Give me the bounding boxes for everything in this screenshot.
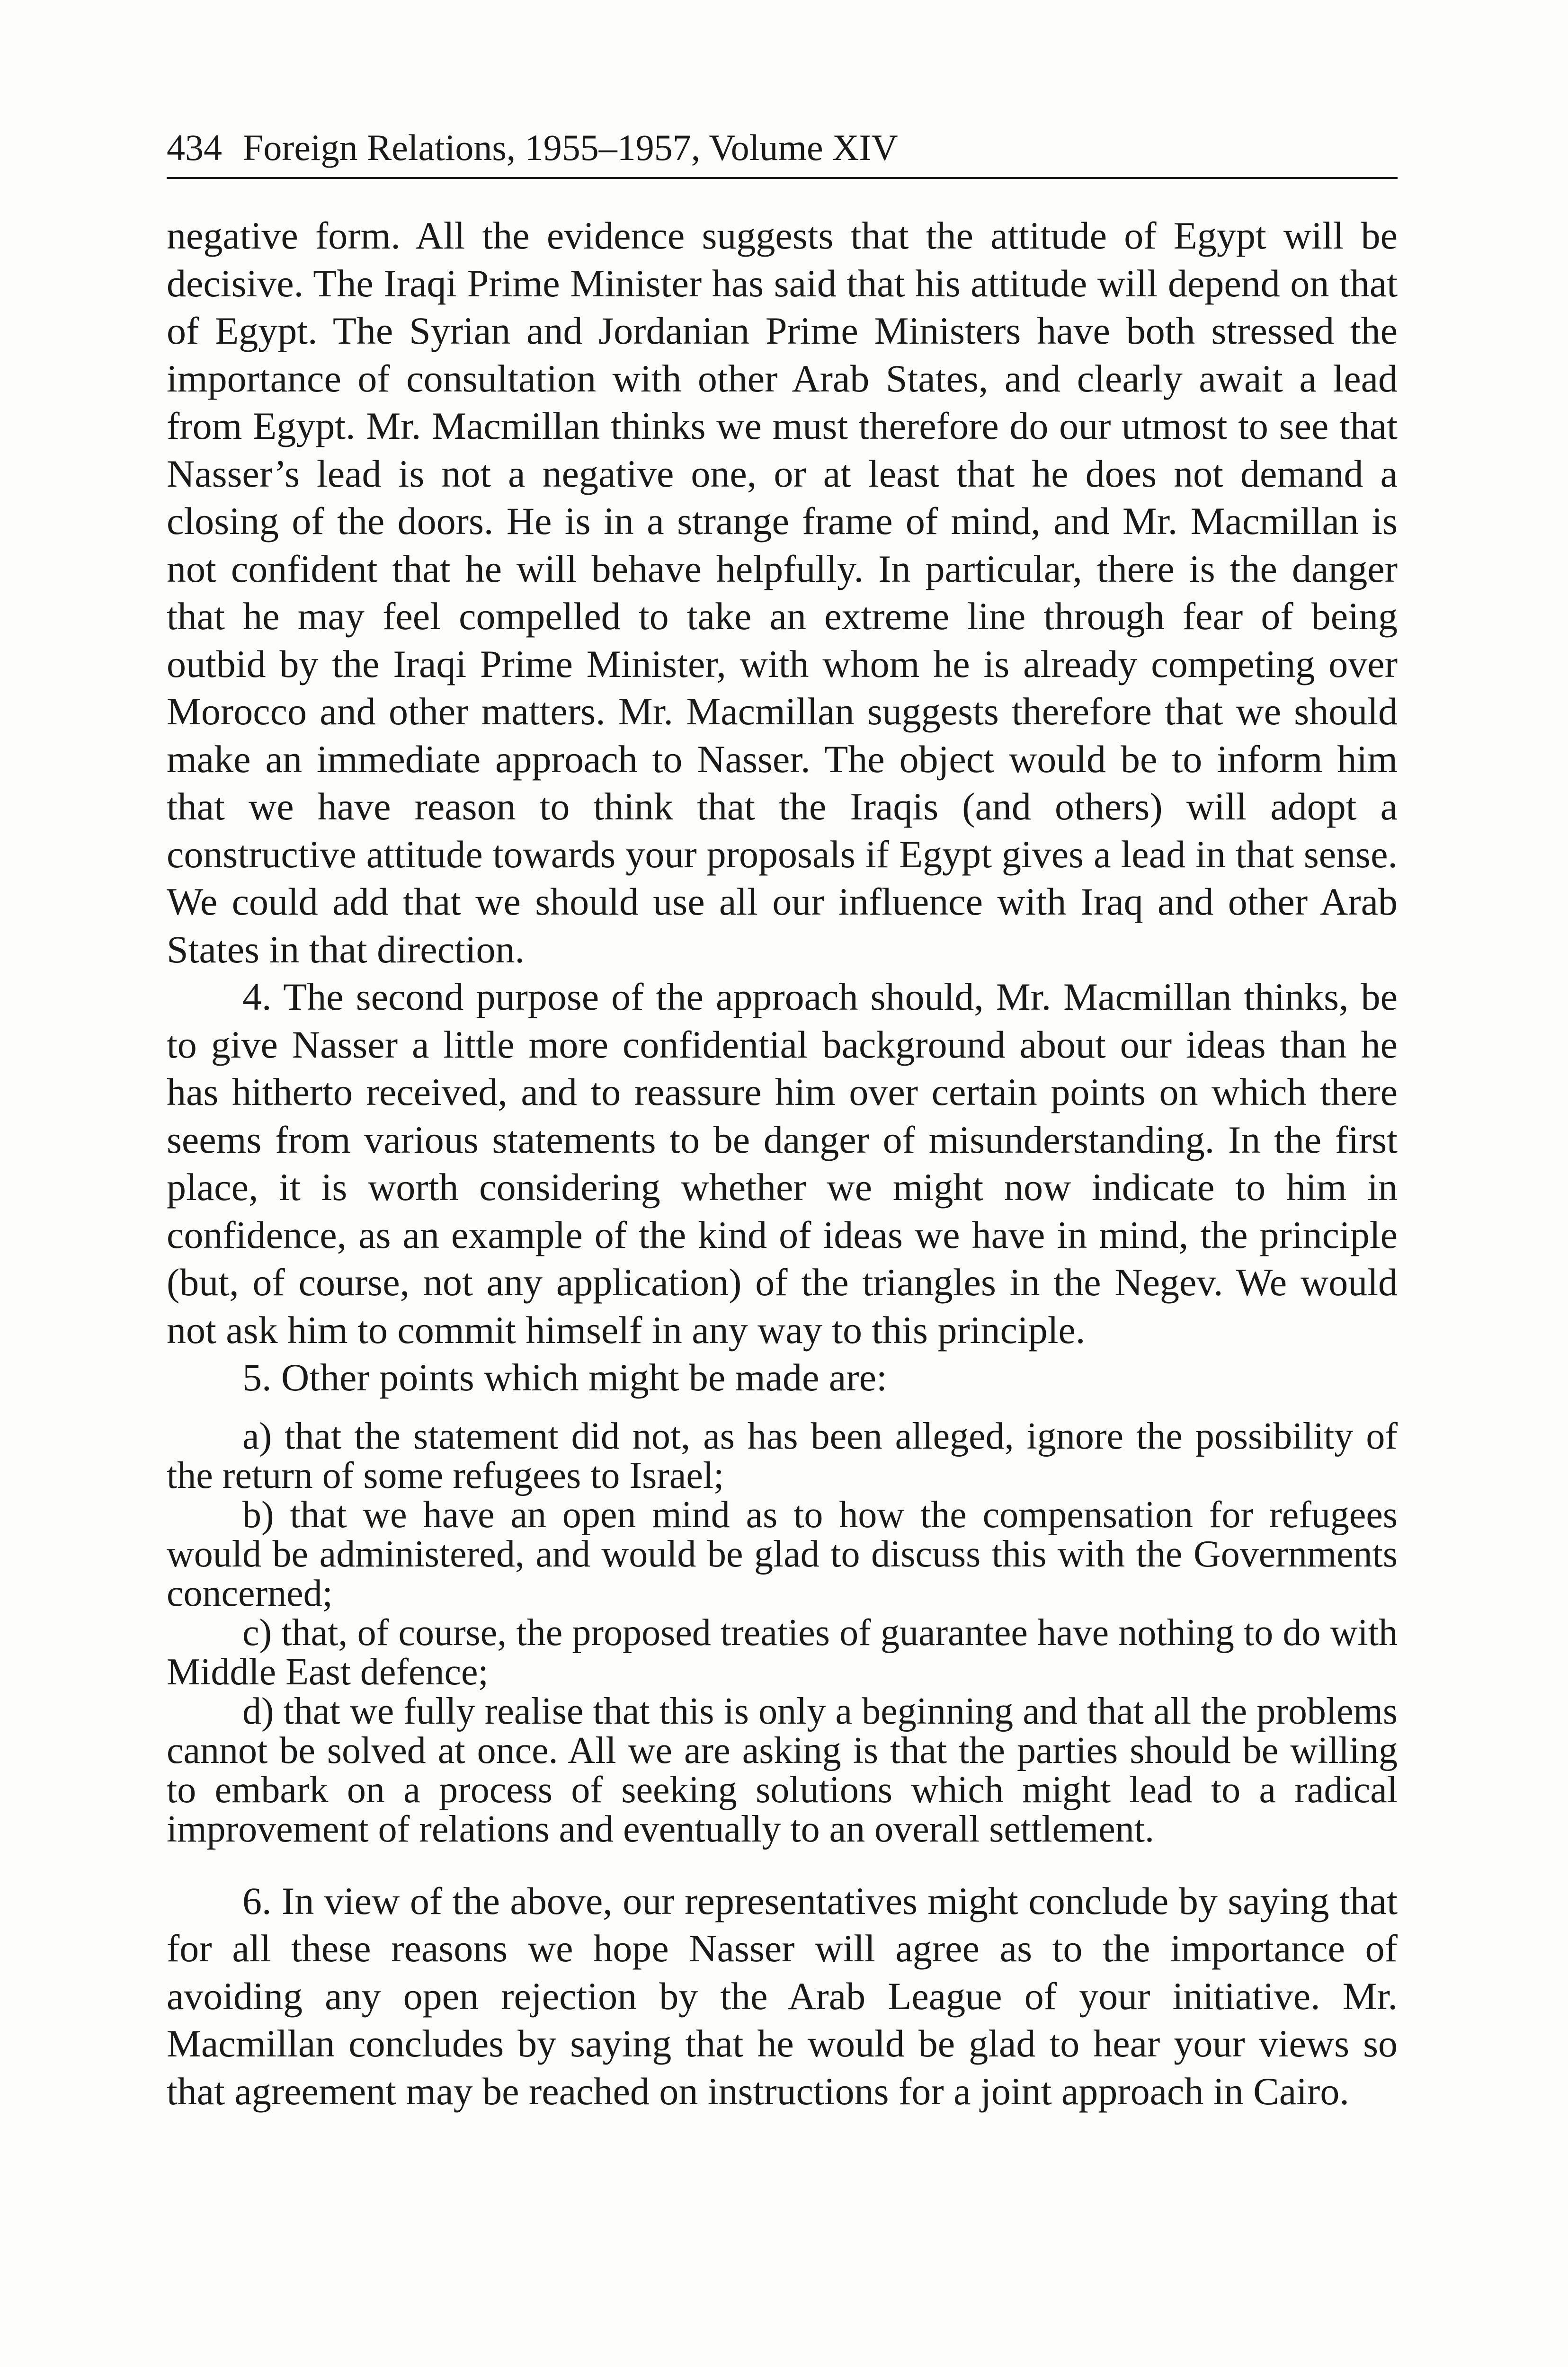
paragraph-5: 5. Other points which might be made are: bbox=[242, 1356, 887, 1399]
list-item-b: b) that we have an open mind as to how the compensation for refugees would be administered, and would be glad to discuss this with the Governments concerned; bbox=[167, 1494, 1398, 1614]
header-title: Foreign Relations, 1955–1957, Volume XIV bbox=[243, 127, 898, 168]
list-item-c: c) that, of course, the proposed treaties of guarantee have nothing to do with Middle East defence; bbox=[167, 1611, 1398, 1693]
paragraph-4: 4. The second purpose of the approach should, Mr. Macmillan thinks, be to give Nasser a little more confidential background about our ideas than he has hitherto received, and to reassure him over certain points on which there seems from various statements to be danger of misunderstanding. In the first place, it is worth considering whether we might now indicate to him in confidence, as an example of the kind of ideas we have in mind, the principle (but, of course, not any application) of the triangles in the Negev. We would not ask him to commit himself in any way to this principle. bbox=[167, 975, 1398, 1352]
list-item-a: a) that the statement did not, as has been alleged, ignore the possibility of the return of some refugees to Israel; bbox=[167, 1415, 1398, 1496]
paragraph-continuation: negative form. All the evidence suggests that the attitude of Egypt will be decisive. The Iraqi Prime Minister has said that his attitude will depend on that of Egypt. The Syrian and Jordanian Prime Ministers have both stressed the importance of consultation with other Arab States, and clearly await a lead from Egypt. Mr. Macmillan thinks we must therefore do our utmost to see that Nasser’s lead is not a negative one, or at least that he does not demand a closing of the doors. He is in a strange frame of mind, and Mr. Macmillan is not confident that he will behave helpfully. In particular, there is the danger that he may feel compelled to take an extreme line through fear of being outbid by the Iraqi Prime Minister, with whom he is already competing over Morocco and other matters. Mr. Macmillan suggests therefore that we should make an immediate approach to Nasser. The object would be to inform him that we have reason to think that the Iraqis (and others) will adopt a constructive attitude towards your proposals if Egypt gives a lead in that sense. We could add that we should use all our influence with Iraq and other Arab States in that direction. bbox=[167, 214, 1398, 971]
running-header bbox=[167, 124, 1398, 177]
points-list bbox=[167, 1417, 1398, 1849]
header-rule bbox=[167, 177, 1398, 179]
body-text bbox=[167, 212, 1398, 2115]
list-item-d: d) that we fully realise that this is only a beginning and that all the problems cannot be solved at once. All we are asking is that the parties should be willing to embark on a process of seeking solutions which might lead to a radical improvement of relations and eventually to an overall settlement. bbox=[167, 1690, 1398, 1850]
page-number: 434 bbox=[167, 127, 222, 168]
paragraph-6: 6. In view of the above, our representatives might conclude by saying that for all these reasons we hope Nasser will agree as to the importance of avoiding any open rejection by the Arab League of your initiative. Mr. Macmillan concludes by saying that he would be glad to hear your views so that agreement may be reached on instructions for a joint approach in Cairo. bbox=[167, 1879, 1398, 2113]
